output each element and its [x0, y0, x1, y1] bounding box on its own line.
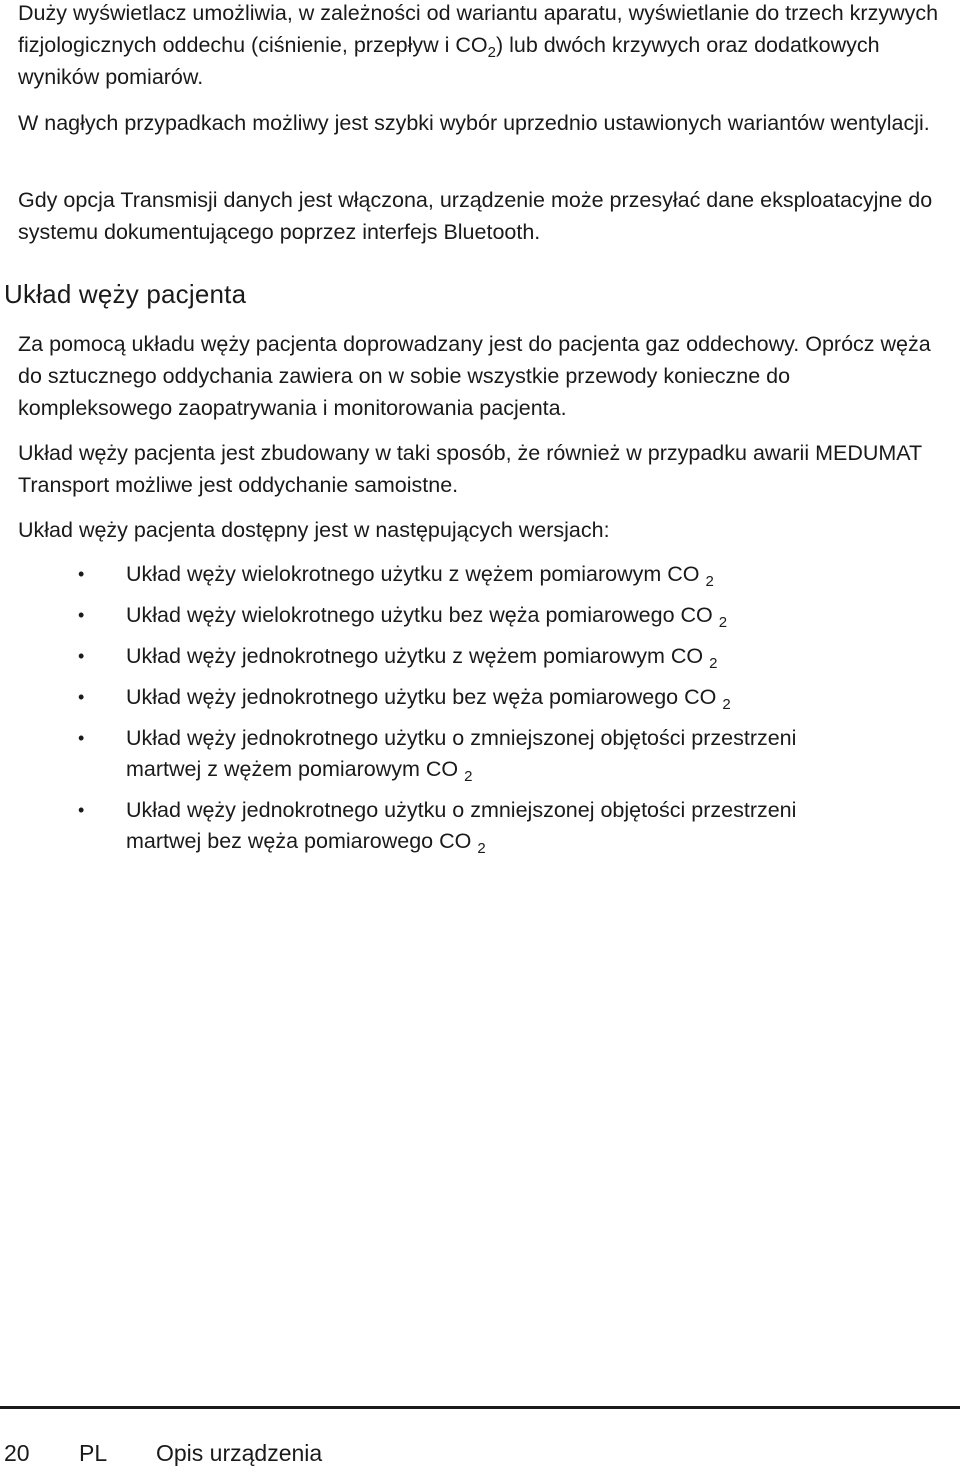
bullet-icon: • [78, 800, 85, 820]
co2-subscript: 2 [722, 696, 731, 713]
language-code: PL [79, 1440, 108, 1466]
footer-divider [0, 1406, 960, 1409]
bullet-icon: • [78, 687, 85, 707]
paragraph-spontaneous-breathing: Układ węży pacjenta jest zbudowany w taki sposób, że również w przypadku awarii MEDUMAT Transport możliwe jest oddychanie samoistne. [18, 441, 922, 497]
co2-subscript: 2 [464, 768, 473, 785]
list-item [0, 682, 826, 713]
bullet-icon: • [78, 605, 85, 625]
paragraph-display [18, 0, 948, 93]
list-item [0, 641, 826, 672]
list-item-text: Układ węży jednokrotnego użytku o zmniejszonej objętości przestrzeni martwej bez węża pomiarowego CO [126, 798, 797, 853]
paragraph-emergency: W nagłych przypadkach możliwy jest szybki wybór uprzednio ustawionych wariantów wentylacji. [18, 111, 930, 135]
bullet-icon: • [78, 646, 85, 666]
paragraph-display-text: Duży wyświetlacz umożliwia, w zależności od wariantu aparatu, wyświetlanie do trzech krzywych fizjologicznych oddechu (ciśnienie, przepływ i CO [18, 1, 939, 57]
co2-subscript: 2 [709, 655, 718, 672]
paragraph-display-tail: ) lub dwóch krzywych oraz dodatkowych wyników pomiarów. [18, 33, 880, 89]
list-item-text: Układ węży jednokrotnego użytku o zmniejszonej objętości przestrzeni martwej z wężem pomiarowym CO [126, 726, 797, 781]
page-number: 20 [4, 1440, 30, 1466]
paragraph-data-transmission: Gdy opcja Transmisji danych jest włączona, urządzenie może przesyłać dane eksploatacyjne do systemu dokumentującego poprzez interfejs Bluetooth. [18, 188, 933, 244]
list-item [0, 559, 826, 590]
co2-subscript: 2 [477, 840, 486, 857]
co2-subscript: 2 [718, 614, 728, 631]
list-item [0, 723, 826, 785]
list-item-text: Układ węży wielokrotnego użytku z wężem pomiarowym CO [126, 562, 700, 586]
co2-subscript: 2 [705, 573, 714, 590]
list-item [0, 600, 826, 631]
list-item-text: Układ węży jednokrotnego użytku z wężem pomiarowym CO [126, 644, 704, 668]
list-item [0, 795, 826, 857]
co2-subscript: 2 [487, 44, 496, 61]
paragraph-hose-system-intro: Za pomocą układu węży pacjenta doprowadzany jest do pacjenta gaz oddechowy. Oprócz węża do sztucznego oddychania zawiera on w sobie wszystkie przewody konieczne do kompleksowego zaopatrywania i monitorowania pacjenta. [18, 332, 931, 420]
list-item-text: Układ węży jednokrotnego użytku bez węża pomiarowego CO [126, 685, 717, 709]
bullet-icon: • [78, 728, 85, 748]
bullet-icon: • [78, 564, 85, 584]
section-title: Opis urządzenia [156, 1440, 323, 1466]
section-heading: Układ węży pacjenta [4, 279, 247, 309]
hose-versions-list [0, 559, 960, 857]
list-item-text: Układ węży wielokrotnego użytku bez węża pomiarowego CO [126, 603, 713, 627]
paragraph-versions-intro: Układ węży pacjenta dostępny jest w następujących wersjach: [18, 518, 610, 542]
